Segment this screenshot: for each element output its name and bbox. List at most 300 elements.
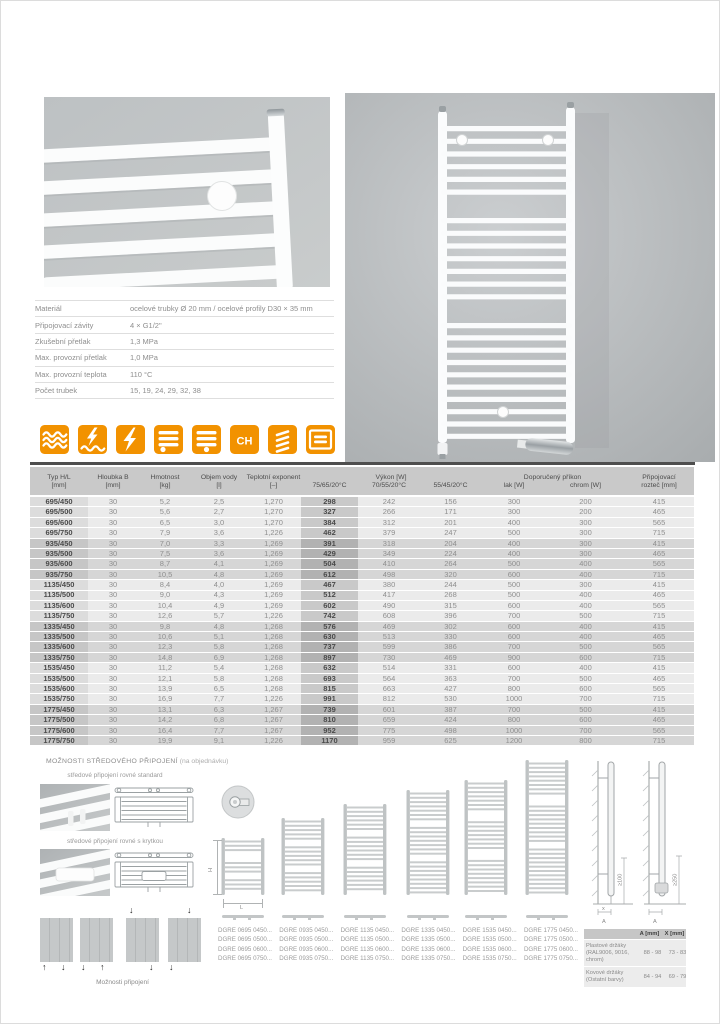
cell: 2,7 — [192, 507, 246, 517]
cell: 242 — [358, 496, 420, 507]
cell: 469 — [358, 621, 420, 631]
cell: 4,1 — [192, 559, 246, 569]
cell: 1,268 — [246, 673, 301, 683]
cell: 7,9 — [138, 528, 192, 538]
model-code: DGRE 0695 0600... — [218, 945, 273, 953]
col-header-exponent: Teplotní exponent — [246, 467, 301, 482]
cell: 30 — [88, 559, 138, 569]
cell: 1,269 — [246, 590, 301, 600]
cell-typ: 935/450 — [30, 538, 88, 548]
cell: 715 — [624, 611, 694, 621]
electric-lightning-icon — [116, 425, 145, 454]
table-row — [30, 704, 694, 714]
cell: 424 — [420, 715, 481, 725]
cell: 3,6 — [192, 548, 246, 558]
cell: 315 — [420, 600, 481, 610]
cell-typ: 695/450 — [30, 496, 88, 507]
cell: 1,269 — [246, 600, 301, 610]
model-code: DGRE 1135 0500... — [340, 936, 395, 944]
cell: 417 — [358, 590, 420, 600]
cell: 700 — [547, 725, 624, 735]
cell: 600 — [481, 621, 547, 631]
bracket-detail-circle — [220, 784, 256, 825]
cell: 663 — [358, 684, 420, 694]
cell-typ: 1775/500 — [30, 715, 88, 725]
cell: 14,8 — [138, 652, 192, 662]
cell: 1,268 — [246, 632, 301, 642]
cell: 1,268 — [246, 621, 301, 631]
cell: 1,269 — [246, 559, 301, 569]
col-group-prikon: Doporučený příkon — [481, 467, 624, 482]
table-row — [30, 548, 694, 558]
table-row — [30, 559, 694, 569]
rod-connector — [355, 917, 358, 920]
table-row — [30, 517, 694, 527]
cell: 1,268 — [246, 642, 301, 652]
cell: 600 — [481, 600, 547, 610]
slanted-rungs-icon — [268, 425, 297, 454]
cell: 469 — [420, 652, 481, 662]
table-row — [30, 496, 694, 507]
cell: 387 — [420, 704, 481, 714]
model-code: DGRE 1535 0750... — [462, 954, 517, 962]
cell: 30 — [88, 611, 138, 621]
model-code: DGRE 1335 0600... — [401, 945, 456, 953]
holder-value-a: 84 - 94 — [643, 974, 662, 980]
model-code: DGRE 1535 0500... — [462, 936, 517, 944]
cell: 30 — [88, 684, 138, 694]
holder-table-header — [584, 929, 686, 939]
dim-tick — [213, 840, 222, 841]
dim-label-l: L — [240, 905, 244, 911]
code-column — [341, 926, 395, 963]
cell: 400 — [547, 559, 624, 569]
radiator-side-view-rod — [222, 915, 264, 918]
cell: 715 — [624, 735, 694, 745]
cell: 715 — [624, 528, 694, 538]
model-code: DGRE 1335 0450... — [401, 927, 456, 934]
cell-typ: 935/500 — [30, 548, 88, 558]
table-row — [30, 538, 694, 548]
cell: 400 — [547, 600, 624, 610]
holder-value-x: 73 - 83 — [668, 950, 687, 957]
model-code: DGRE 1135 0450... — [340, 927, 395, 934]
holder-row — [584, 966, 686, 986]
spec-value: 15, 19, 24, 29, 32, 38 — [130, 386, 201, 396]
cell: 300 — [481, 496, 547, 507]
svg-text:A: A — [653, 919, 657, 925]
cell: 1,226 — [246, 735, 301, 745]
holder-col-a: A [mm] — [639, 931, 660, 937]
closeup-standard-photo — [40, 784, 110, 836]
model-code: DGRE 1535 0450... — [462, 927, 517, 934]
cell-vykon-75: 391 — [301, 538, 358, 548]
cell-typ: 1535/750 — [30, 694, 88, 704]
cell: 565 — [624, 517, 694, 527]
radiator-side-view-rod — [344, 915, 386, 918]
model-code: DGRE 0695 0450... — [218, 927, 273, 934]
cell: 715 — [624, 694, 694, 704]
rod-connector — [370, 917, 373, 920]
col-unit-exponent: [–] — [246, 482, 301, 496]
radiator-size-outline — [406, 790, 450, 895]
cell-vykon-75: 632 — [301, 663, 358, 673]
cell: 500 — [547, 611, 624, 621]
holder-value-x: 69 - 79 — [668, 974, 687, 980]
cell: 268 — [420, 590, 481, 600]
cell: 465 — [624, 548, 694, 558]
cell: 812 — [358, 694, 420, 704]
cell: 1,226 — [246, 611, 301, 621]
cell: 599 — [358, 642, 420, 652]
cell: 2,5 — [192, 496, 246, 507]
cell: 600 — [547, 715, 624, 725]
cell-typ: 1775/600 — [30, 725, 88, 735]
cell: 400 — [481, 538, 547, 548]
spec-row — [35, 382, 334, 399]
cell-vykon-75: 952 — [301, 725, 358, 735]
col-header-lak: lak [W] — [481, 482, 547, 496]
arrow-up-icon: ↑ — [42, 962, 47, 972]
cell-typ: 1335/450 — [30, 621, 88, 631]
cell: 465 — [624, 590, 694, 600]
cell: 30 — [88, 528, 138, 538]
radiator-size-outline — [221, 838, 265, 895]
col-header-roztec: Připojovací — [624, 467, 694, 482]
cell: 379 — [358, 528, 420, 538]
cell: 380 — [358, 580, 420, 590]
spec-data-table — [30, 467, 694, 746]
cell: 1,270 — [246, 496, 301, 507]
cell-typ: 695/500 — [30, 507, 88, 517]
cell: 530 — [420, 694, 481, 704]
rod-connector — [491, 917, 494, 920]
model-code: DGRE 0935 0450... — [279, 927, 334, 934]
rod-connector — [476, 917, 479, 920]
model-code: DGRE 0935 0600... — [279, 945, 334, 953]
cell: 6,9 — [192, 652, 246, 662]
cell: 331 — [420, 663, 481, 673]
model-code: DGRE 1335 0500... — [401, 936, 456, 944]
table-row — [30, 673, 694, 683]
section-heading — [46, 758, 228, 765]
cell: 386 — [420, 642, 481, 652]
col-unit-objem: [l] — [192, 482, 246, 496]
cell: 30 — [88, 652, 138, 662]
cell: 12,3 — [138, 642, 192, 652]
col-group-vykon: Výkon [W] — [301, 467, 481, 482]
cell-vykon-75: 991 — [301, 694, 358, 704]
cell: 1,269 — [246, 538, 301, 548]
cell: 12,6 — [138, 611, 192, 621]
cell-typ: 935/750 — [30, 569, 88, 579]
feature-icon-row — [40, 425, 335, 454]
cell: 300 — [547, 580, 624, 590]
rod-connector — [418, 917, 421, 920]
cell: 465 — [624, 632, 694, 642]
cell: 201 — [420, 517, 481, 527]
spec-row — [35, 333, 334, 349]
cell: 565 — [624, 600, 694, 610]
dim-tick — [262, 899, 263, 908]
connection-option-panel — [80, 918, 113, 962]
radiator-side-view-rod — [465, 915, 507, 918]
cell: 4,0 — [192, 580, 246, 590]
cell: 30 — [88, 642, 138, 652]
cell: 1,226 — [246, 528, 301, 538]
cell: 1,269 — [246, 548, 301, 558]
cell: 800 — [481, 684, 547, 694]
rod-connector — [248, 917, 251, 920]
cell: 565 — [624, 725, 694, 735]
arrow-down-icon: ↓ — [61, 962, 66, 972]
svg-text:x: x — [602, 906, 605, 912]
cell: 10,5 — [138, 569, 192, 579]
rod-connector — [433, 917, 436, 920]
cell: 1000 — [481, 725, 547, 735]
cell: 565 — [624, 642, 694, 652]
cell: 156 — [420, 496, 481, 507]
model-code: DGRE 0935 0500... — [279, 936, 334, 944]
cell: 600 — [547, 684, 624, 694]
cell-typ: 935/600 — [30, 559, 88, 569]
cell: 1,267 — [246, 725, 301, 735]
cell: 300 — [547, 548, 624, 558]
combined-water-electric-icon — [78, 425, 107, 454]
cell-vykon-75: 298 — [301, 496, 358, 507]
table-row — [30, 632, 694, 642]
spec-label: Počet trubek — [35, 386, 78, 396]
cell: 400 — [547, 621, 624, 631]
cell: 1,269 — [246, 569, 301, 579]
table-row — [30, 621, 694, 631]
cell: 700 — [481, 704, 547, 714]
cell: 16,4 — [138, 725, 192, 735]
cell-typ: 1775/750 — [30, 735, 88, 745]
cell: 30 — [88, 600, 138, 610]
cell: 30 — [88, 725, 138, 735]
col-header-hmotnost: Hmotnost — [138, 467, 192, 482]
cell: 30 — [88, 673, 138, 683]
cell: 1,267 — [246, 704, 301, 714]
cover-connection-drawing — [112, 849, 196, 898]
cell: 5,1 — [192, 632, 246, 642]
table-top-rule — [30, 462, 695, 465]
col-header-chrom: chrom [W] — [547, 482, 624, 496]
cell: 415 — [624, 663, 694, 673]
cell: 5,4 — [192, 663, 246, 673]
cell: 490 — [358, 600, 420, 610]
cell: 400 — [547, 632, 624, 642]
holder-col-x: X [mm] — [664, 931, 685, 937]
radiator-size-outline — [525, 760, 569, 895]
cell: 608 — [358, 611, 420, 621]
cell-typ: 695/600 — [30, 517, 88, 527]
radiator-bottom-connection-icon — [154, 425, 183, 454]
arrow-down-icon: ↓ — [187, 905, 192, 915]
col-header-objem: Objem vody — [192, 467, 246, 482]
cell: 400 — [547, 569, 624, 579]
cell: 30 — [88, 538, 138, 548]
spec-label: Materiál — [35, 304, 62, 314]
table-row — [30, 611, 694, 621]
spec-row — [35, 300, 334, 316]
cell: 3,6 — [192, 528, 246, 538]
col-header-typ: Typ H/L — [30, 467, 88, 482]
cell: 465 — [624, 715, 694, 725]
code-column — [401, 926, 455, 963]
cell: 600 — [547, 652, 624, 662]
cell: 204 — [420, 538, 481, 548]
cell: 1,268 — [246, 663, 301, 673]
cell: 700 — [481, 611, 547, 621]
cell-vykon-75: 512 — [301, 590, 358, 600]
cell: 6,5 — [138, 517, 192, 527]
wall-clearance-drawing-1 — [590, 756, 636, 931]
table-row — [30, 652, 694, 662]
cell: 500 — [481, 559, 547, 569]
wall-clearance-drawing-2 — [641, 756, 691, 931]
cell: 7,0 — [138, 538, 192, 548]
cell: 30 — [88, 621, 138, 631]
dim-tick — [223, 899, 224, 908]
table-row — [30, 569, 694, 579]
cell: 30 — [88, 590, 138, 600]
cell: 4,8 — [192, 621, 246, 631]
cell-vykon-75: 693 — [301, 673, 358, 683]
radiator-size-outline — [464, 780, 508, 895]
cell: 514 — [358, 663, 420, 673]
cell: 10,6 — [138, 632, 192, 642]
model-code: DGRE 1775 0600... — [523, 945, 578, 953]
arrow-up-icon: ↑ — [100, 962, 105, 972]
cell-typ: 1535/600 — [30, 684, 88, 694]
cell: 1200 — [481, 735, 547, 745]
cell: 8,7 — [138, 559, 192, 569]
code-column — [218, 926, 272, 963]
table-row — [30, 663, 694, 673]
spec-label: Max. provozní teplota — [35, 369, 107, 379]
table-row — [30, 580, 694, 590]
cell: 1,226 — [246, 694, 301, 704]
cell: 318 — [358, 538, 420, 548]
heating-element — [655, 883, 668, 893]
model-code: DGRE 1335 0750... — [401, 954, 456, 962]
col-header-55-45: 55/45/20°C — [420, 482, 481, 496]
holder-table — [584, 929, 686, 987]
framed-radiator-icon — [306, 425, 335, 454]
cell: 1000 — [481, 694, 547, 704]
cell: 400 — [547, 590, 624, 600]
cell: 700 — [481, 642, 547, 652]
dim-line-l — [223, 903, 263, 904]
cell: 349 — [358, 548, 420, 558]
cell: 30 — [88, 632, 138, 642]
cell: 600 — [481, 569, 547, 579]
table-row — [30, 694, 694, 704]
table-row — [30, 715, 694, 725]
cell: 300 — [481, 507, 547, 517]
rod-connector — [552, 917, 555, 920]
cell-vykon-75: 739 — [301, 704, 358, 714]
cell-typ: 1535/500 — [30, 673, 88, 683]
model-code: DGRE 1775 0750... — [523, 954, 578, 962]
cell-vykon-75: 737 — [301, 642, 358, 652]
cell: 30 — [88, 735, 138, 745]
cell: 500 — [547, 704, 624, 714]
cell: 1,268 — [246, 652, 301, 662]
cell-typ: 1135/750 — [30, 611, 88, 621]
cell: 200 — [547, 496, 624, 507]
rod-connector — [537, 917, 540, 920]
spec-label: Připojovací závity — [35, 320, 94, 330]
cell: 11,2 — [138, 663, 192, 673]
cell-vykon-75: 384 — [301, 517, 358, 527]
svg-text:≥250: ≥250 — [672, 873, 679, 886]
radiator-size-outline — [343, 804, 387, 895]
cell: 498 — [358, 569, 420, 579]
product-photo-full — [345, 93, 715, 462]
cell-vykon-75: 327 — [301, 507, 358, 517]
main-table-body — [30, 496, 694, 746]
cell: 1,270 — [246, 507, 301, 517]
table-row — [30, 600, 694, 610]
col-header-75-65: 75/65/20°C — [301, 482, 358, 496]
cell: 8,4 — [138, 580, 192, 590]
model-code: DGRE 1775 0500... — [523, 936, 578, 944]
cell-typ: 1135/600 — [30, 600, 88, 610]
dim-line-h — [217, 840, 218, 895]
cell: 601 — [358, 704, 420, 714]
cell: 659 — [358, 715, 420, 725]
svg-text:≥100: ≥100 — [617, 873, 624, 886]
spec-table — [35, 300, 334, 399]
cell-vykon-75: 504 — [301, 559, 358, 569]
cell: 900 — [481, 652, 547, 662]
cell: 13,1 — [138, 704, 192, 714]
cell: 1,269 — [246, 580, 301, 590]
model-code: DGRE 1535 0600... — [462, 945, 517, 953]
cell: 415 — [624, 538, 694, 548]
cell: 3,3 — [192, 538, 246, 548]
cell: 19,9 — [138, 735, 192, 745]
cell: 363 — [420, 673, 481, 683]
col-header-70-55: 70/55/20°C — [358, 482, 420, 496]
cell-typ: 1535/450 — [30, 663, 88, 673]
cell: 7,7 — [192, 725, 246, 735]
table-row — [30, 725, 694, 735]
spec-row — [35, 349, 334, 365]
model-code: DGRE 0695 0500... — [218, 936, 273, 944]
cell: 4,8 — [192, 569, 246, 579]
cell: 9,0 — [138, 590, 192, 600]
table-row — [30, 528, 694, 538]
cell: 500 — [481, 528, 547, 538]
cover-box — [56, 868, 94, 881]
radiator-side-view-rod — [407, 915, 449, 918]
cell: 330 — [420, 632, 481, 642]
standard-connection-drawing — [112, 784, 196, 833]
table-row — [30, 507, 694, 517]
spec-value: 110 °C — [130, 369, 153, 379]
cell: 320 — [420, 569, 481, 579]
cell-typ: 1335/600 — [30, 642, 88, 652]
cell: 5,8 — [192, 673, 246, 683]
radiator-side-view-rod — [282, 915, 324, 918]
radiator-middle-connection-icon — [192, 425, 221, 454]
cell: 5,6 — [138, 507, 192, 517]
cell: 200 — [547, 507, 624, 517]
